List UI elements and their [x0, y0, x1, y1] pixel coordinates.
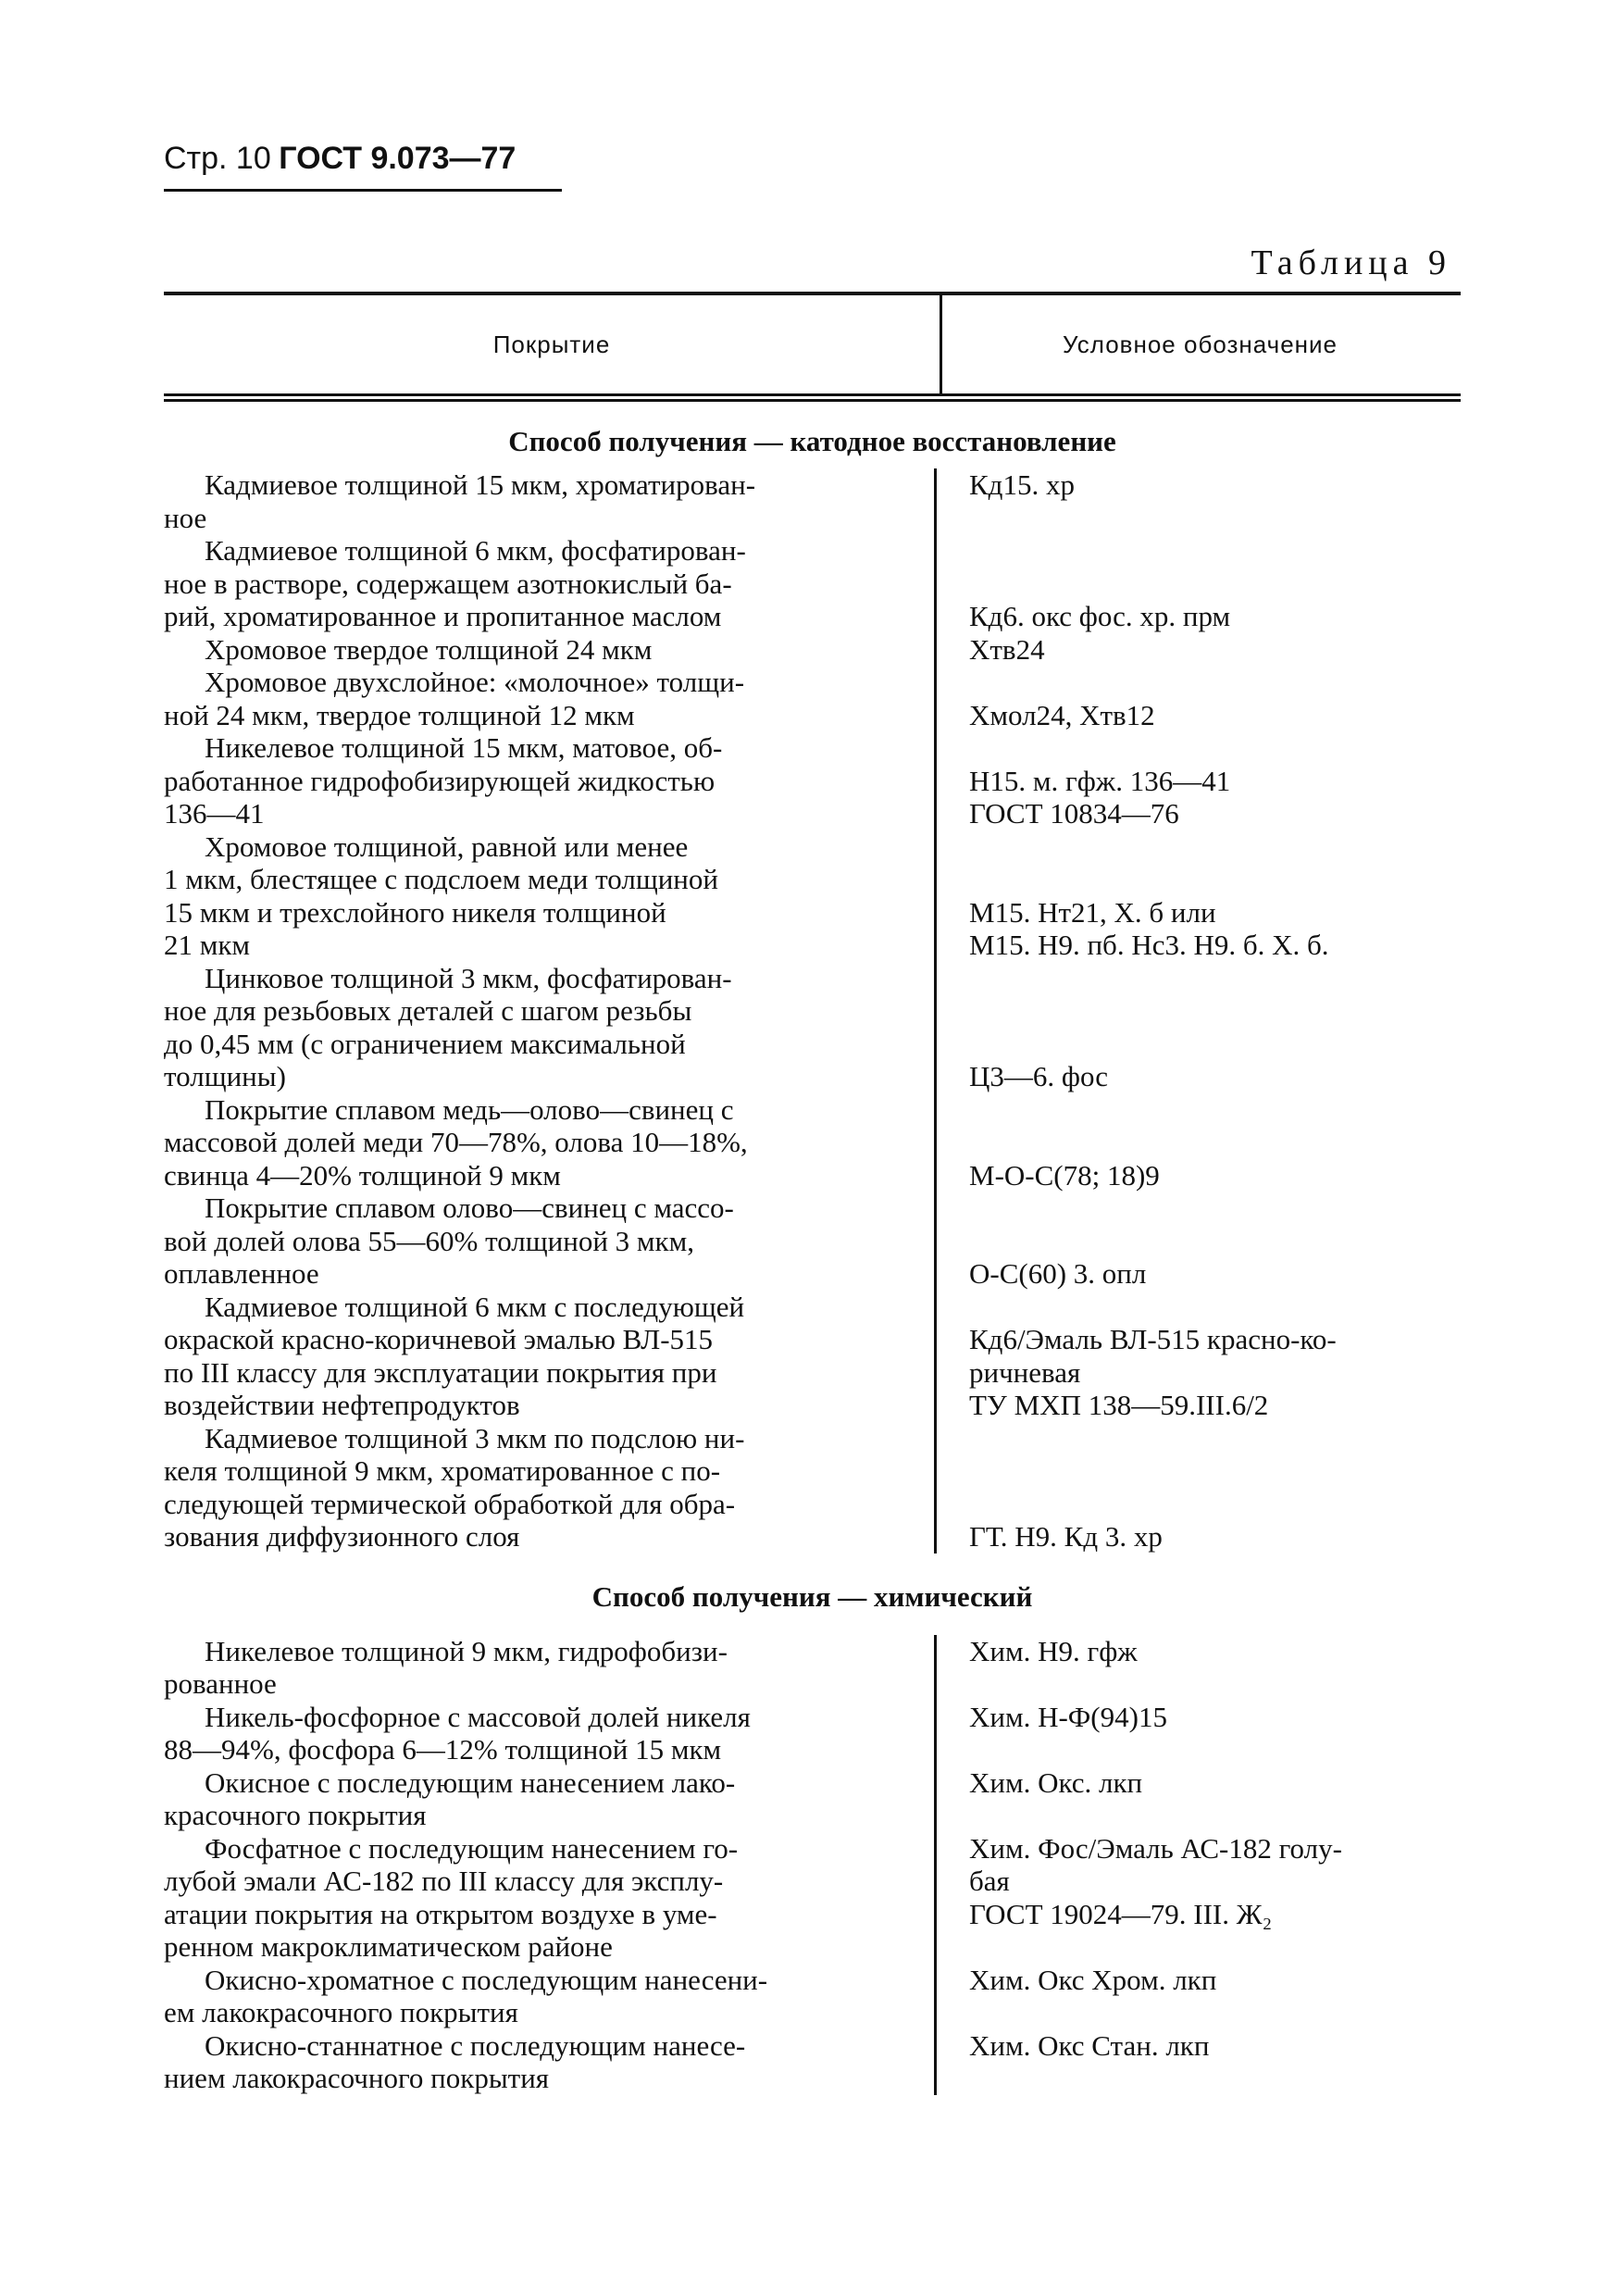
- column-header-coating: Покрытие: [492, 330, 611, 358]
- header-double-rule: [164, 393, 1461, 402]
- description-line: Окисно-хроматное с последующим нанесени-: [205, 1963, 768, 1996]
- coating-description: [164, 1192, 912, 1291]
- section-rows-chemical: [164, 1635, 1461, 2095]
- designation: [912, 2029, 1461, 2095]
- description-line: Покрытие сплавом олово—свинец с массо-: [205, 1192, 734, 1224]
- designation-line: Хим. Окс Стан. лкп: [969, 2028, 1210, 2062]
- description-line: 21 мкм: [164, 929, 251, 961]
- description-line: Цинковое толщиной 3 мкм, фосфатирован-: [205, 961, 732, 994]
- description-line: Фосфатное с последующим нанесением го-: [205, 1831, 739, 1865]
- description-line: ное: [164, 501, 207, 534]
- description-line: по III классу для эксплуатации покрытия при: [164, 1355, 717, 1389]
- designation-line: ГОСТ 10834—76: [969, 797, 1179, 830]
- table-row: [164, 1832, 1461, 1964]
- description-line: нием лакокрасочного покрытия: [164, 2062, 550, 2094]
- designation-line: бая: [969, 1865, 1010, 1897]
- designation: [912, 633, 1461, 667]
- description-line: до 0,45 мм (с ограничением максимальной: [164, 1027, 686, 1060]
- designation: [912, 1093, 1461, 1192]
- description-line: Хромовое твердое толщиной 24 мкм: [205, 632, 653, 666]
- description-line: работанное гидрофобизирующей жидкостью: [164, 764, 716, 797]
- designation: [912, 1291, 1461, 1422]
- designation-line: Хим. Н9. гфж: [969, 1634, 1138, 1667]
- description-line: массовой долей меди 70—78%, олова 10—18%,: [164, 1126, 748, 1158]
- description-line: 1 мкм, блестящее с подслоем меди толщиной: [164, 863, 718, 895]
- designation-line: Хим. Окс. лкп: [969, 1766, 1143, 1799]
- coating-description: [164, 1422, 912, 1554]
- coating-description: [164, 633, 912, 667]
- section-title-cathodic: Способ получения — катодное восстановление: [508, 425, 1116, 457]
- table-row: [164, 1964, 1461, 2029]
- designation: [912, 666, 1461, 731]
- description-line: Окисное с последующим нанесением лако-: [205, 1766, 736, 1799]
- coating-description: [164, 1832, 912, 1964]
- designation-line: Ц3—6. фос: [969, 1060, 1109, 1092]
- description-line: зования диффузионного слоя: [164, 1520, 520, 1553]
- designation-line: ричневая: [969, 1355, 1081, 1389]
- designation-line: Кд6/Эмаль ВЛ-515 красно-ко-: [969, 1323, 1337, 1355]
- coating-description: [164, 1701, 912, 1766]
- description-line: воздействии нефтепродуктов: [164, 1389, 520, 1421]
- description-line: келя толщиной 9 мкм, хроматированное с по-: [164, 1454, 721, 1487]
- designation: [912, 1766, 1461, 1832]
- table-row: [164, 633, 1461, 667]
- table-row: [164, 731, 1461, 830]
- description-line: ной 24 мкм, твердое толщиной 12 мкм: [164, 698, 635, 731]
- table-row: [164, 468, 1461, 534]
- table-row: [164, 534, 1461, 633]
- description-line: Никелевое толщиной 15 мкм, матовое, об-: [205, 731, 723, 764]
- description-line: Хромовое двухслойное: «молочное» толщи-: [205, 666, 745, 698]
- designation-line: Хмол24, Хтв12: [969, 698, 1155, 731]
- description-line: свинца 4—20% толщиной 9 мкм: [164, 1158, 561, 1192]
- designation-line: ТУ МХП 138—59.III.6/2: [969, 1389, 1269, 1421]
- designation: [912, 1832, 1461, 1964]
- table-header: [164, 295, 1461, 393]
- table-row: [164, 666, 1461, 731]
- designation: [912, 962, 1461, 1093]
- designation-line: Кд6. окс фос. хр. прм: [969, 600, 1231, 632]
- description-line: Никелевое толщиной 9 мкм, гидрофобизи-: [205, 1634, 728, 1667]
- standard-number: ГОСТ 9.073—77: [279, 141, 517, 176]
- description-line: ное в растворе, содержащем азотнокислый ба-: [164, 567, 732, 600]
- header-divider: [940, 295, 942, 393]
- description-line: 15 мкм и трехслойного никеля толщиной: [164, 895, 666, 929]
- designation-line: Хим. Н-Ф(94)15: [969, 1700, 1167, 1733]
- coating-description: [164, 468, 912, 534]
- description-line: оплавленное: [164, 1257, 319, 1290]
- description-line: Кадмиевое толщиной 15 мкм, хроматирован-: [205, 468, 756, 501]
- table-row: [164, 1766, 1461, 1832]
- section-title-chemical: Способ получения — химический: [591, 1579, 1033, 1613]
- description-line: лубой эмали АС-182 по III классу для эксплу-: [164, 1865, 724, 1897]
- table-row: [164, 2029, 1461, 2095]
- description-line: вой долей олова 55—60% толщиной 3 мкм,: [164, 1224, 694, 1257]
- description-line: 136—41: [164, 797, 265, 830]
- table-row: [164, 1192, 1461, 1291]
- table-row: [164, 1291, 1461, 1422]
- designation-line: Хим. Фос/Эмаль АС-182 голу-: [969, 1831, 1342, 1865]
- description-line: толщины): [164, 1060, 286, 1092]
- description-line: Покрытие сплавом медь—олово—свинец с: [205, 1092, 734, 1126]
- description-line: Кадмиевое толщиной 3 мкм по подслою ни-: [205, 1421, 745, 1454]
- table-row: [164, 1701, 1461, 1766]
- coating-description: [164, 666, 912, 731]
- designation-line: О-С(60) 3. опл: [969, 1257, 1147, 1290]
- description-line: рованное: [164, 1667, 277, 1700]
- designation: [912, 534, 1461, 633]
- table-row: [164, 1422, 1461, 1554]
- table-row: [164, 830, 1461, 962]
- designation-line: Хтв24: [969, 632, 1045, 666]
- coating-description: [164, 1635, 912, 1701]
- designation: [912, 1192, 1461, 1291]
- description-line: Окисно-станнатное с последующим нанесе-: [205, 2028, 746, 2062]
- designation-line: М15. Н9. пб. Нс3. Н9. б. Х. б.: [969, 929, 1329, 961]
- column-header-designation: Условное обозначение: [1062, 330, 1338, 358]
- coating-description: [164, 2029, 912, 2095]
- coating-description: [164, 1291, 912, 1422]
- designation-line: Хим. Окс Хром. лкп: [969, 1963, 1217, 1996]
- description-line: ем лакокрасочного покрытия: [164, 1996, 518, 2028]
- designation-line: Кд15. хр: [969, 468, 1075, 501]
- table-row: [164, 1635, 1461, 1701]
- description-line: атации покрытия на открытом воздухе в уме-: [164, 1897, 717, 1930]
- designation: [912, 731, 1461, 830]
- description-line: Хромовое толщиной, равной или менее: [205, 830, 689, 863]
- header-rule: [164, 189, 562, 192]
- designation-line: ГОСТ 19024—79. III. Ж₂: [969, 1897, 1273, 1930]
- page-header: [164, 141, 516, 177]
- designation-line: ГТ. Н9. Кд 3. хр: [969, 1520, 1163, 1553]
- coating-description: [164, 534, 912, 633]
- description-line: Кадмиевое толщиной 6 мкм с последующей: [205, 1290, 745, 1323]
- designation-line: М-О-С(78; 18)9: [969, 1158, 1160, 1192]
- designation-line: М15. Нт21, Х. б или: [969, 895, 1216, 929]
- description-line: ное для резьбовых деталей с шагом резьбы: [164, 994, 692, 1027]
- description-line: 88—94%, фосфора 6—12% толщиной 15 мкм: [164, 1733, 722, 1766]
- designation: [912, 1964, 1461, 2029]
- coating-description: [164, 1964, 912, 2029]
- description-line: Никель-фосфорное с массовой долей никеля: [205, 1700, 751, 1733]
- coating-description: [164, 1766, 912, 1832]
- description-line: ренном макроклиматическом районе: [164, 1930, 613, 1963]
- designation: [912, 468, 1461, 534]
- designation: [912, 1701, 1461, 1766]
- table-row: [164, 962, 1461, 1093]
- description-line: красочного покрытия: [164, 1799, 427, 1831]
- designation: [912, 1635, 1461, 1701]
- designation: [912, 830, 1461, 962]
- description-line: Кадмиевое толщиной 6 мкм, фосфатирован-: [205, 534, 746, 567]
- description-line: следующей термической обработкой для обра-: [164, 1487, 736, 1520]
- description-line: рий, хроматированное и пропитанное маслом: [164, 600, 722, 632]
- table-row: [164, 1093, 1461, 1192]
- coatings-table: [164, 292, 1461, 2095]
- page-number: Стр. 10: [164, 141, 271, 176]
- table-caption: Таблица 9: [1251, 243, 1451, 282]
- designation-line: Н15. м. гфж. 136—41: [969, 764, 1231, 797]
- designation: [912, 1422, 1461, 1554]
- coating-description: [164, 731, 912, 830]
- coating-description: [164, 962, 912, 1093]
- section-rows-cathodic: [164, 468, 1461, 1554]
- coating-description: [164, 1093, 912, 1192]
- description-line: окраской красно-коричневой эмалью ВЛ-515: [164, 1323, 714, 1355]
- coating-description: [164, 830, 912, 962]
